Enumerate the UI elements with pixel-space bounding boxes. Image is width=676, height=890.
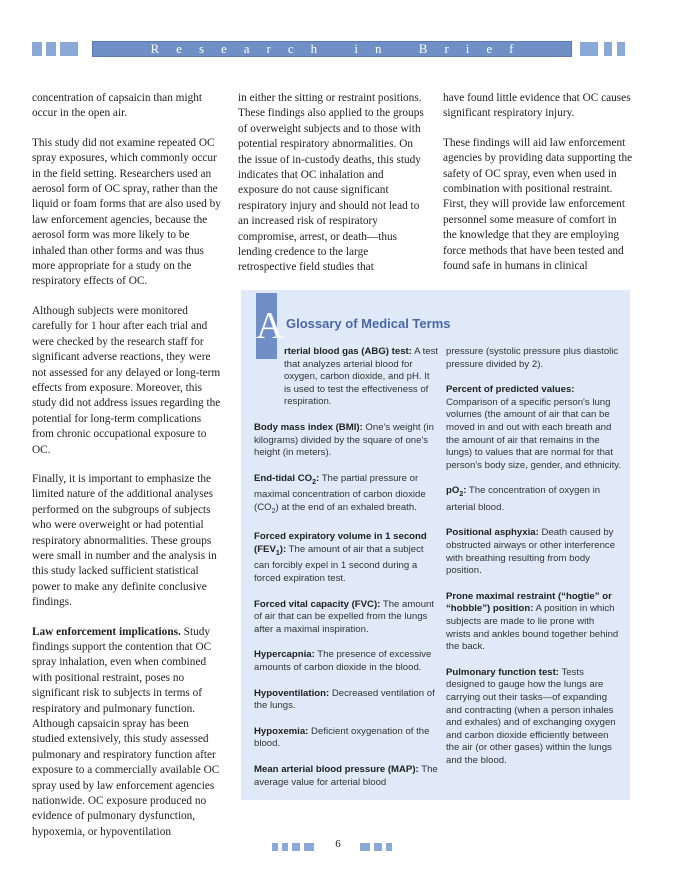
header-square-6	[617, 42, 625, 56]
glossary-definition: Comparison of a specific person's lung volumes (the amount of air that can be moved in and out with each breath and the amount of air that remains in the lungs) to values that are normal for that person's body size, gender, and ethnicity.	[446, 396, 621, 471]
glossary-entry-hypercapnia	[254, 649, 439, 674]
glossary-term: Hypercapnia:	[254, 649, 315, 661]
footer-square-7	[386, 843, 392, 851]
subscript: 2	[459, 491, 464, 499]
glossary-definition: Deficient oxygenation of the blood.	[254, 725, 430, 750]
glossary-definition: The average value for arterial blood	[254, 763, 438, 788]
footer-square-6	[374, 843, 382, 851]
glossary-definition: One's weight (in kilograms) divided by the square of one's height (in meters).	[254, 421, 434, 459]
paragraph: in either the sitting or restraint positions. These findings also applied to the groups of overweight subjects and to those with potential respiratory abnormalities. On the issue of in-custody deaths, this study indicates that OC inhalation and exposure do not cause significant respiratory injury and should not lead to an increased risk of respiratory compromise, arrest, or death—thus lending credence to the large retrospective field studies that	[238, 92, 424, 274]
glossary-term: Hypoxemia:	[254, 725, 309, 737]
glossary-definition: The amount of air that can be expelled from the lungs after a maximal inspiration.	[254, 598, 435, 635]
header-square-2	[46, 42, 56, 56]
paragraph	[32, 625, 222, 841]
glossary-term: Hypoventilation:	[254, 687, 330, 699]
paragraph: Finally, it is important to emphasize the limited nature of the additional analyses performed on the subgroups of subjects who were overweight or had potential respiratory abnormalities. These groups were small in number and the analysis in this study lacked sufficient statistical power to make any definite conclusive findings.	[32, 472, 217, 609]
glossary-entry-map	[254, 764, 439, 789]
subscript: 1	[275, 549, 280, 557]
text-column-3	[443, 91, 633, 288]
footer-square-2	[282, 843, 288, 851]
term-text: pO	[446, 485, 460, 497]
glossary-definition: pressure (systolic pressure plus diastolic pressure divided by 2).	[446, 346, 619, 370]
glossary-entry-hypoxemia	[254, 726, 439, 751]
glossary-term: Pulmonary function test:	[446, 666, 559, 678]
glossary-term	[254, 473, 319, 484]
glossary-definition: The concentration of oxygen in arterial blood.	[446, 485, 601, 513]
header-band	[92, 41, 572, 57]
term-text: :	[463, 485, 467, 497]
glossary-definition: The presence of excessive amounts of carbon dioxide in the blood.	[254, 649, 432, 673]
footer-square-3	[292, 843, 300, 851]
paragraph: have found little evidence that OC causes significant respiratory injury.	[443, 92, 631, 120]
paragraph: This study did not examine repeated OC spray exposures, which commonly occur in the field setting. Researchers used an aerosol form of OC spray, rather than the liquid or foam forms that are also used by law enforcement agencies, because the aerosol form was more likely to be inhaled than other forms and was thus more appropriate for a study on the respiratory effects of OC.	[32, 136, 221, 288]
footer-square-5	[360, 843, 370, 851]
glossary-column-left	[254, 346, 439, 802]
glossary-entry-fev1	[254, 531, 439, 585]
glossary-definition: A test that analyzes arterial blood for oxygen, carbon dioxide, and pH. It is used to test the effectiveness of respiration.	[284, 346, 439, 408]
glossary-term: Percent of predicted values:	[446, 384, 575, 396]
subscript: 2	[312, 478, 316, 486]
glossary-term: Body mass index (BMI):	[254, 421, 363, 433]
glossary-term: Prone maximal restraint (“hogtie” or “hobble”) position:	[446, 590, 612, 615]
glossary-box	[241, 290, 630, 800]
header-square-3	[60, 42, 78, 56]
glossary-definition: The amount of air that a subject can forcibly expel in 1 second during a forced expiration test.	[254, 543, 424, 585]
paragraph: These findings will aid law enforcement agencies by providing data supporting the safety of OC spray, even when used in combination with positional restraint. First, they will provide law enforcement personnel some measure of comfort in the knowledge that they are employing force methods that have been tested and found safe in humans in clinical	[443, 136, 633, 273]
glossary-entry-prone-restraint	[446, 591, 621, 654]
term-text: ):	[279, 543, 287, 555]
text-column-1	[32, 91, 222, 854]
glossary-entry-hypoventilation	[254, 688, 439, 713]
paragraph: concentration of capsaicin than might occur in the open air.	[32, 92, 203, 120]
header-square-4	[580, 42, 598, 56]
glossary-term: Mean arterial blood pressure (MAP):	[254, 763, 419, 775]
footer-square-1	[272, 843, 278, 851]
glossary-title: Glossary of Medical Terms	[286, 316, 451, 331]
definition-text: The partial pressure or maximal concentration of carbon dioxide (CO	[254, 472, 426, 513]
term-text: :	[316, 472, 320, 484]
glossary-column-right	[446, 346, 621, 781]
glossary-entry-positional-asphyxia	[446, 527, 621, 577]
glossary-entry-po2	[446, 485, 621, 514]
glossary-term: Forced vital capacity (FVC):	[254, 598, 381, 610]
glossary-entry-bmi	[254, 422, 439, 460]
footer-square-4	[304, 843, 314, 851]
header-square-5	[604, 42, 612, 56]
glossary-definition: Death caused by obstructed airways or other interference with breathing resulting from body position.	[446, 527, 616, 577]
glossary-entry-abg	[254, 346, 439, 409]
drop-cap: A	[256, 293, 277, 359]
definition-text: ) at the end of an exhaled breath.	[275, 501, 417, 513]
glossary-entry-pulmonary-function-test	[446, 667, 621, 768]
paragraph-lead-in: Law enforcement implications.	[32, 625, 181, 638]
glossary-entry-percent-predicted	[446, 384, 621, 472]
glossary-definition: Tests designed to gauge how the lungs are carrying out their tasks—of expanding and contracting (when a person inhales and exhales) and of exchanging oxygen and carbon dioxide efficiently between the air (or other gases) within the lungs and the blood.	[446, 666, 616, 766]
glossary-term: rterial blood gas (ABG) test:	[284, 346, 412, 357]
glossary-term: Positional asphyxia:	[446, 527, 539, 539]
text-column-2	[238, 91, 424, 290]
glossary-definition: Decreased ventilation of the lungs.	[254, 687, 435, 712]
term-text: Forced expiratory volume in 1 second (FEV	[254, 531, 427, 555]
paragraph: Although subjects were monitored carefully for 1 hour after each trial and were checked by the research staff for significant adverse reactions, they were not assessed for any delayed or long-term effects from exposure. Moreover, this study did not address issues regarding the potential for long-term complications from chronic occupational exposure to OC.	[32, 304, 221, 456]
term-text: End-tidal CO	[254, 472, 313, 484]
glossary-entry-etco2	[254, 473, 439, 519]
paragraph-body: Study findings support the contention that OC spray inhalation, even when combined with positional restraint, poses no significant risk to subjects in terms of respiratory and pulmonary function. Although capsaicin spray has been studied extensively, this study assessed pulmonary and respiratory function after exposure to a commercially available OC spray used by law enforcement agencies nationwide. OC exposure produced no evidence of pulmonary dysfunction, hypoxemia, or hypoventilation	[32, 625, 220, 838]
page-number: 6	[335, 838, 341, 850]
header-square-1	[32, 42, 42, 56]
glossary-term	[446, 485, 467, 499]
glossary-entry-map-continued	[446, 346, 621, 371]
glossary-definition: A position in which subjects are made to lie prone with wrists and ankles bound together behind the back.	[446, 603, 619, 653]
header-title: Research in Brief	[150, 41, 531, 56]
glossary-entry-fvc	[254, 599, 439, 637]
subscript: 2	[271, 507, 276, 515]
